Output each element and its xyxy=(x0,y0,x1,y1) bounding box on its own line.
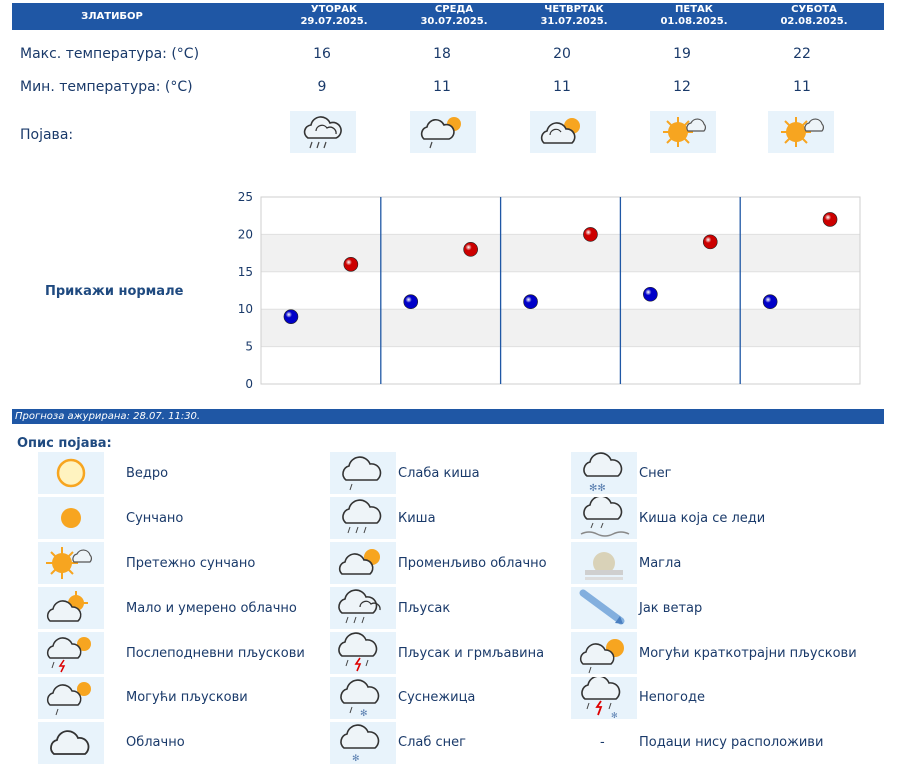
max-temp-label: Макс. температура: (°C) xyxy=(20,46,200,62)
fog-icon xyxy=(571,542,637,584)
svg-text:✻✻: ✻✻ xyxy=(589,483,606,494)
min-temp-5: 11 xyxy=(793,79,811,95)
y-tick-label: 10 xyxy=(237,302,253,317)
max-temp-point[interactable] xyxy=(703,235,717,249)
svg-text:✻: ✻ xyxy=(360,709,368,719)
legend-label: Слаба киша xyxy=(398,466,480,481)
rain-showers-icon xyxy=(290,111,356,153)
min-temp-point[interactable] xyxy=(763,295,777,309)
legend-label: Могући краткотрајни пљускови xyxy=(639,646,857,661)
clear-sun-outline-icon xyxy=(38,452,104,494)
location-name: ЗЛАТИБОР xyxy=(81,11,143,22)
legend-label: Јак ветар xyxy=(639,601,703,616)
y-tick-label: 20 xyxy=(237,227,253,242)
afternoon-thunder-showers-icon xyxy=(38,632,104,674)
legend-label: Магла xyxy=(639,556,682,571)
phenomenon-label: Појава: xyxy=(20,127,74,143)
legend-label: Снег xyxy=(639,466,672,481)
legend-label: Променљиво облачно xyxy=(398,556,547,571)
legend-label: Облачно xyxy=(126,735,185,750)
show-normals-link[interactable]: Прикажи нормале xyxy=(45,284,184,299)
possible-showers-icon xyxy=(38,677,104,719)
variable-cloudy-light-rain-icon xyxy=(410,111,476,153)
y-tick-label: 25 xyxy=(237,190,253,204)
partly-cloudy-icon xyxy=(38,587,104,629)
max-temp-point[interactable] xyxy=(583,227,597,241)
min-temp-point[interactable] xyxy=(643,287,657,301)
day-header-2: СРЕДА 30.07.2025. xyxy=(420,4,488,27)
min-temp-point[interactable] xyxy=(284,310,298,324)
legend-label: Претежно сунчано xyxy=(126,556,256,571)
chart-y-axis xyxy=(238,190,253,391)
thunder-shower-icon xyxy=(330,632,396,674)
max-temp-3: 20 xyxy=(553,46,571,62)
max-temp-1: 16 xyxy=(313,46,331,62)
snow-icon xyxy=(571,452,637,494)
legend-dash: - xyxy=(600,735,605,750)
svg-text:✻: ✻ xyxy=(352,754,360,764)
min-temp-point[interactable] xyxy=(524,295,538,309)
temperature-chart xyxy=(220,188,880,398)
variable-cloudy-icon xyxy=(330,542,396,584)
mostly-sunny-icon xyxy=(650,111,716,153)
strong-wind-icon xyxy=(571,587,637,629)
max-temp-4: 19 xyxy=(673,46,691,62)
min-temp-4: 12 xyxy=(673,79,691,95)
day-header-3: ЧЕТВРТАК 31.07.2025. xyxy=(540,4,608,27)
severe-storm-icon xyxy=(571,677,637,719)
legend-label: Послеподневни пљускови xyxy=(126,646,305,661)
legend-label: Киша која се леди xyxy=(639,511,766,526)
mostly-sunny-icon xyxy=(38,542,104,584)
min-temp-1: 9 xyxy=(317,79,327,95)
min-temp-2: 11 xyxy=(433,79,451,95)
chart-band xyxy=(261,309,860,346)
min-temp-3: 11 xyxy=(553,79,571,95)
chart-band xyxy=(261,197,860,234)
legend-title: Опис појава: xyxy=(17,436,112,451)
legend-label: Непогоде xyxy=(639,690,705,705)
cloudy-icon xyxy=(38,722,104,764)
light-snow-icon xyxy=(330,722,396,764)
y-tick-label: 15 xyxy=(237,264,253,279)
max-temp-point[interactable] xyxy=(464,242,478,256)
legend-label: Суснежица xyxy=(398,690,476,705)
min-temp-point[interactable] xyxy=(404,295,418,309)
legend-label: Пљусак xyxy=(398,601,451,616)
forecast-updated: Прогноза ажурирана: 28.07. 11:30. xyxy=(12,409,884,424)
legend-label: Пљусак и грмљавина xyxy=(398,646,545,661)
day-header-1: УТОРАК 29.07.2025. xyxy=(300,4,368,27)
sunny-icon xyxy=(38,497,104,539)
max-temp-2: 18 xyxy=(433,46,451,62)
forecast-header xyxy=(12,3,884,30)
svg-text:✻: ✻ xyxy=(611,711,618,719)
chart-band xyxy=(261,347,860,384)
legend-label: Сунчано xyxy=(126,511,184,526)
mostly-sunny-icon xyxy=(768,111,834,153)
light-rain-icon xyxy=(330,452,396,494)
day-header-5: СУБОТА 02.08.2025. xyxy=(780,4,848,27)
possible-short-showers-icon xyxy=(571,632,637,674)
min-temp-label: Мин. температура: (°C) xyxy=(20,79,193,95)
day-header-4: ПЕТАК 01.08.2025. xyxy=(660,4,728,27)
legend-label: Киша xyxy=(398,511,436,526)
rain-icon xyxy=(330,497,396,539)
legend-label: Подаци нису расположиви xyxy=(639,735,824,750)
sleet-icon xyxy=(330,677,396,719)
legend-label: Могући пљускови xyxy=(126,690,248,705)
y-tick-label: 0 xyxy=(245,377,253,391)
max-temp-point[interactable] xyxy=(344,257,358,271)
variable-cloudy-icon xyxy=(530,111,596,153)
legend-label: Ведро xyxy=(126,466,169,481)
legend-label: Слаб снег xyxy=(398,735,466,750)
max-temp-point[interactable] xyxy=(823,212,837,226)
max-temp-5: 22 xyxy=(793,46,811,62)
legend-label: Мало и умерено облачно xyxy=(126,601,297,616)
y-tick-label: 5 xyxy=(245,339,253,354)
chart-grid xyxy=(261,197,860,384)
shower-icon xyxy=(330,587,396,629)
freezing-rain-icon xyxy=(571,497,637,539)
